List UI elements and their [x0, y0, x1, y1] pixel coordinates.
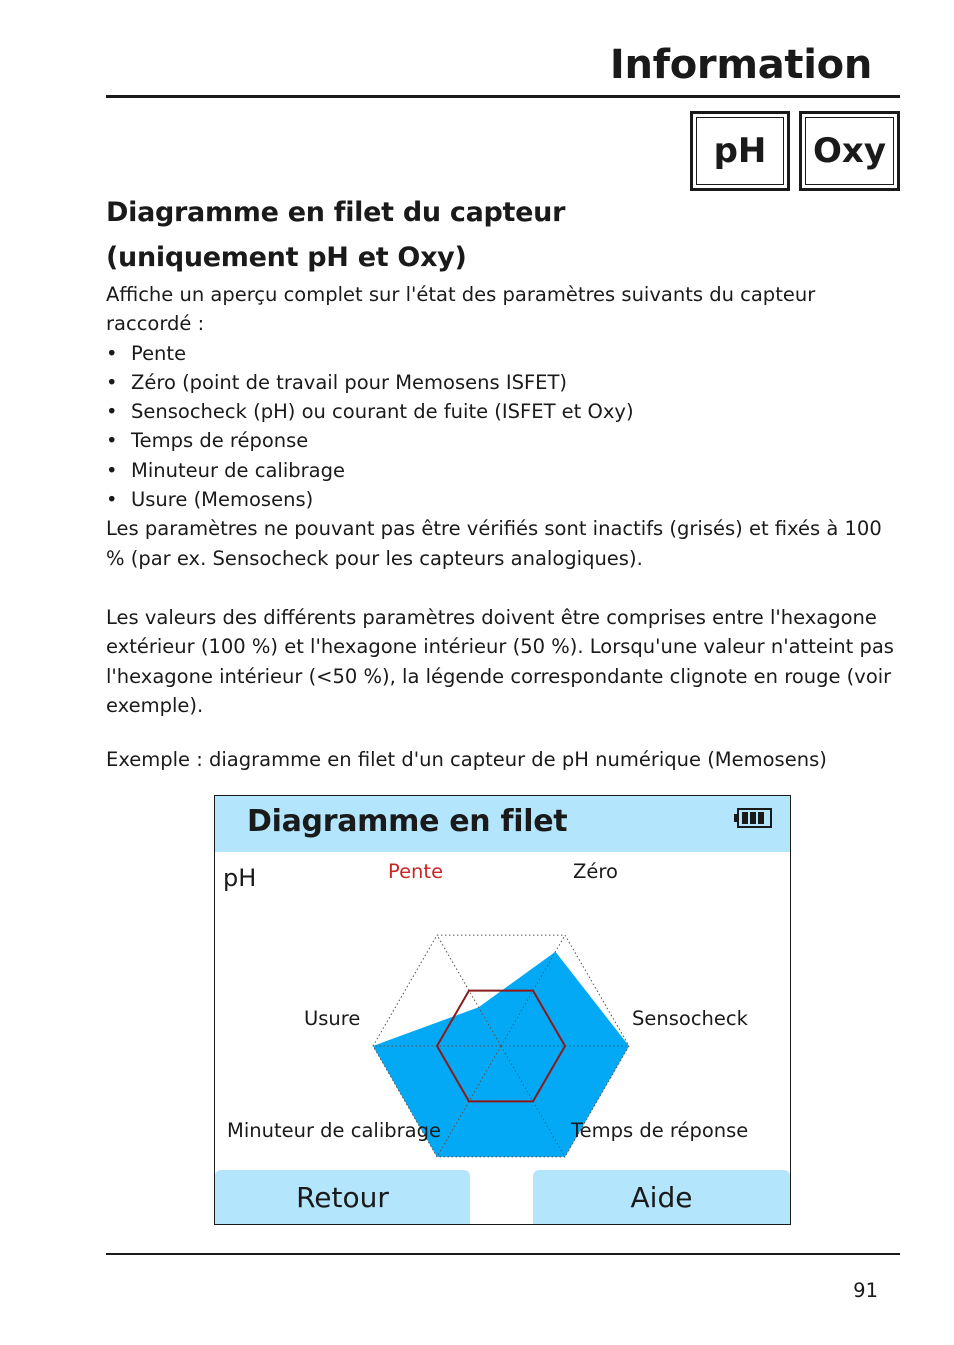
list-item: • Sensocheck (pH) ou courant de fuite (ISFET et Oxy): [106, 397, 906, 426]
device-screen: [214, 795, 791, 1225]
range-paragraph: Les valeurs des différents paramètres doivent être comprises entre l'hexagone extérieur (100 %) et l'hexagone intérieur (50 %). Lorsqu'une valeur n'atteint pas l'hexagone intérieur (<50 %), la légende correspondante clignote en rouge (voir exemple).: [106, 606, 894, 717]
footer-rule: [106, 1253, 900, 1255]
list-item: • Pente: [106, 339, 906, 368]
body-text: [106, 280, 906, 573]
list-item: • Usure (Memosens): [106, 485, 906, 514]
axis-label-pente: Pente: [388, 860, 444, 883]
ph-badge-label: pH: [696, 117, 784, 185]
header-rule: [106, 95, 900, 98]
oxy-badge-label: Oxy: [805, 117, 894, 185]
page-number: 91: [853, 1279, 878, 1302]
screen-header: [215, 796, 790, 852]
parameter-list: [106, 339, 906, 515]
list-item: • Zéro (point de travail pour Memosens ISFET): [106, 368, 906, 397]
axis-label-sensocheck: Sensocheck: [632, 1007, 748, 1030]
list-item: • Temps de réponse: [106, 426, 906, 455]
section-title: [106, 190, 565, 280]
axis-label-zero: Zéro: [573, 860, 618, 883]
intro-paragraph: Affiche un aperçu complet sur l'état des paramètres suivants du capteur raccordé :: [106, 283, 816, 336]
oxy-badge: [799, 111, 900, 191]
axis-label-usure: Usure: [304, 1007, 361, 1030]
section-title-line2: (uniquement pH et Oxy): [106, 242, 467, 273]
mode-label: pH: [223, 864, 257, 892]
inactive-paragraph: Les paramètres ne pouvant pas être vérifiés sont inactifs (grisés) et fixés à 100 % (par ex. Sensocheck pour les capteurs analogiques).: [106, 517, 882, 570]
back-softkey[interactable]: Retour: [215, 1170, 470, 1224]
battery-icon: [734, 808, 772, 828]
section-title-line1: Diagramme en filet du capteur: [106, 197, 566, 228]
page-header-title: Information: [609, 42, 872, 88]
example-caption: Exemple : diagramme en filet d'un capteur de pH numérique (Memosens): [106, 748, 827, 771]
help-softkey[interactable]: Aide: [533, 1170, 790, 1224]
list-item: • Minuteur de calibrage: [106, 456, 906, 485]
axis-label-temps: Temps de réponse: [571, 1119, 749, 1142]
ph-badge: [690, 111, 790, 191]
screen-title: Diagramme en filet: [247, 804, 568, 839]
axis-label-minuteur: Minuteur de calibrage: [227, 1119, 441, 1142]
